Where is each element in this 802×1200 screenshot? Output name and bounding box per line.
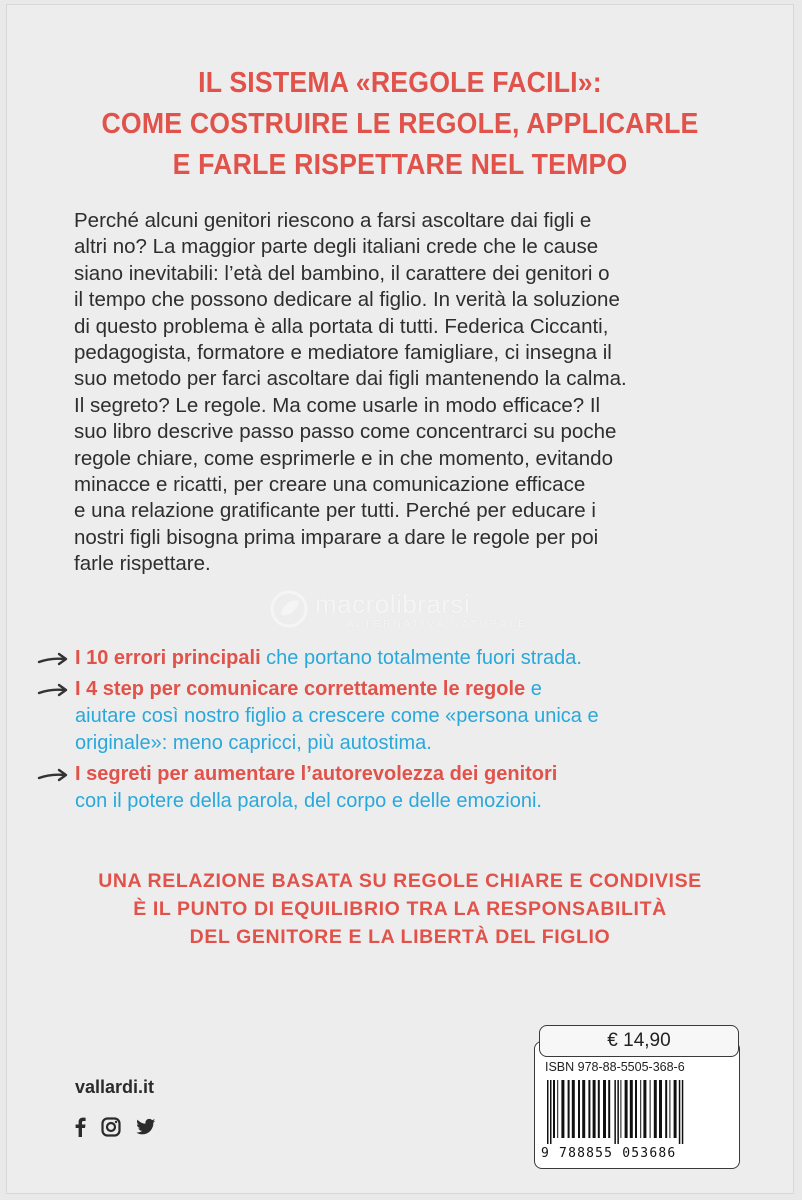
watermark	[269, 583, 569, 643]
barcode-bar	[659, 1080, 662, 1138]
description-line: suo libro descrive passo passo come concentrarci su poche	[74, 420, 617, 444]
barcode-bar	[588, 1080, 590, 1138]
closing-statement	[47, 867, 753, 951]
description	[74, 208, 764, 578]
facebook-icon	[73, 1117, 87, 1137]
arrow-right-icon	[37, 681, 71, 699]
twitter-icon	[136, 1118, 156, 1136]
barcode-bar	[561, 1080, 564, 1138]
barcode-bar	[640, 1080, 641, 1138]
description-line: pedagogista, formatore e mediatore famigliare, ci insegna il	[74, 341, 612, 365]
social-links	[73, 1117, 166, 1141]
feature-list	[37, 645, 777, 815]
description-line: Il segreto? Le regole. Ma come usarle in modo efficace? Il	[74, 393, 601, 417]
description-line: e una relazione gratificante per tutti. Perché per educare i	[74, 499, 596, 523]
barcode-number: 9 788855 053686	[541, 1146, 677, 1161]
description-line: minacce e ricatti, per creare una comunicazione efficace	[74, 473, 586, 497]
description-line: suo metodo per farci ascoltare dai figli mantenendo la calma.	[74, 367, 627, 391]
barcode-bar	[665, 1080, 667, 1138]
barcode-bar	[550, 1080, 552, 1144]
price-tag: € 14,90	[539, 1025, 739, 1057]
barcode-bar	[614, 1080, 616, 1144]
barcode	[543, 1080, 731, 1144]
list-item-text: con il potere della parola, del corpo e delle emozioni.	[75, 790, 542, 812]
barcode-bar	[674, 1080, 677, 1138]
barcode-bar	[598, 1080, 600, 1138]
barcode-bar	[643, 1080, 646, 1138]
arrow-right-icon	[37, 650, 71, 668]
list-item	[37, 645, 777, 672]
headline-line-2: COME COSTRUIRE LE REGOLE, APPLICARLE	[101, 108, 699, 140]
barcode-bar	[669, 1080, 670, 1138]
barcode-panel	[534, 1041, 740, 1169]
closing-line-1: UNA RELAZIONE BASATA SU REGOLE CHIARE E CONDIVISE	[98, 870, 702, 892]
watermark-name: macrolibrarsi	[315, 589, 471, 619]
barcode-bar	[557, 1080, 558, 1138]
arrow-right-icon	[37, 766, 71, 784]
description-line: di questo problema è alla portata di tutti. Federica Ciccanti,	[74, 314, 609, 338]
description-line: altri no? La maggior parte degli italiani crede che le cause	[74, 235, 599, 259]
watermark-tagline: ALTERNATIVA NATURALE	[347, 619, 528, 630]
headline-line-3: E FARLE RISPETTARE NEL TEMPO	[172, 149, 628, 181]
barcode-bar	[603, 1080, 606, 1138]
list-item-bold: I segreti per aumentare l’autorevolezza dei genitori	[75, 763, 558, 785]
barcode-bar	[608, 1080, 610, 1138]
barcode-bar	[578, 1080, 580, 1138]
list-item	[37, 676, 777, 757]
barcode-bar	[635, 1080, 637, 1138]
barcode-bar	[679, 1080, 681, 1144]
barcode-bar	[547, 1080, 549, 1144]
headline-line-1: IL SISTEMA «REGOLE FACILI»:	[198, 67, 602, 99]
list-item-text: che portano totalmente fuori strada.	[260, 647, 582, 669]
instagram-icon	[101, 1117, 121, 1137]
description-line: nostri figli bisogna prima imparare a dare le regole per poi	[74, 525, 599, 549]
description-line: regole chiare, come esprimerle e in che momento, evitando	[74, 446, 613, 470]
list-item-bold: I 10 errori principali	[75, 647, 261, 669]
list-item-text: originale»: meno capricci, più autostima.	[75, 732, 432, 754]
description-line: il tempo che possono dedicare al figlio. In verità la soluzione	[74, 288, 620, 312]
barcode-bar	[572, 1080, 575, 1138]
list-item-text: e	[525, 678, 542, 700]
back-cover	[6, 4, 794, 1194]
description-line: Perché alcuni genitori riescono a farsi ascoltare dai figli e	[74, 209, 592, 232]
barcode-bar	[553, 1080, 555, 1138]
headline	[75, 63, 725, 186]
barcode-bar	[617, 1080, 619, 1144]
barcode-bar	[593, 1080, 596, 1138]
barcode-bar	[620, 1080, 621, 1138]
barcode-bar	[625, 1080, 628, 1138]
publisher-site: vallardi.it	[75, 1077, 155, 1097]
leaf-logo-icon	[269, 589, 309, 629]
closing-line-3: DEL GENITORE E LA LIBERTÀ DEL FIGLIO	[189, 926, 611, 948]
description-line: farle rispettare.	[74, 552, 211, 576]
barcode-bar	[650, 1080, 651, 1138]
list-item-bold: I 4 step per comunicare correttamente le regole	[75, 678, 526, 700]
closing-line-2: È IL PUNTO DI EQUILIBRIO TRA LA RESPONSABILITÀ	[133, 898, 667, 920]
barcode-bar	[682, 1080, 684, 1144]
barcode-bar	[630, 1080, 633, 1138]
barcode-bar	[568, 1080, 570, 1138]
barcode-bar	[582, 1080, 585, 1138]
isbn-label: ISBN 978-88-5505-368-6	[545, 1060, 685, 1074]
list-item	[37, 761, 777, 815]
description-line: siano inevitabili: l’età del bambino, il carattere dei genitori o	[74, 261, 610, 285]
barcode-bar	[654, 1080, 657, 1138]
list-item-text: aiutare così nostro figlio a crescere come «persona unica e	[75, 705, 599, 727]
